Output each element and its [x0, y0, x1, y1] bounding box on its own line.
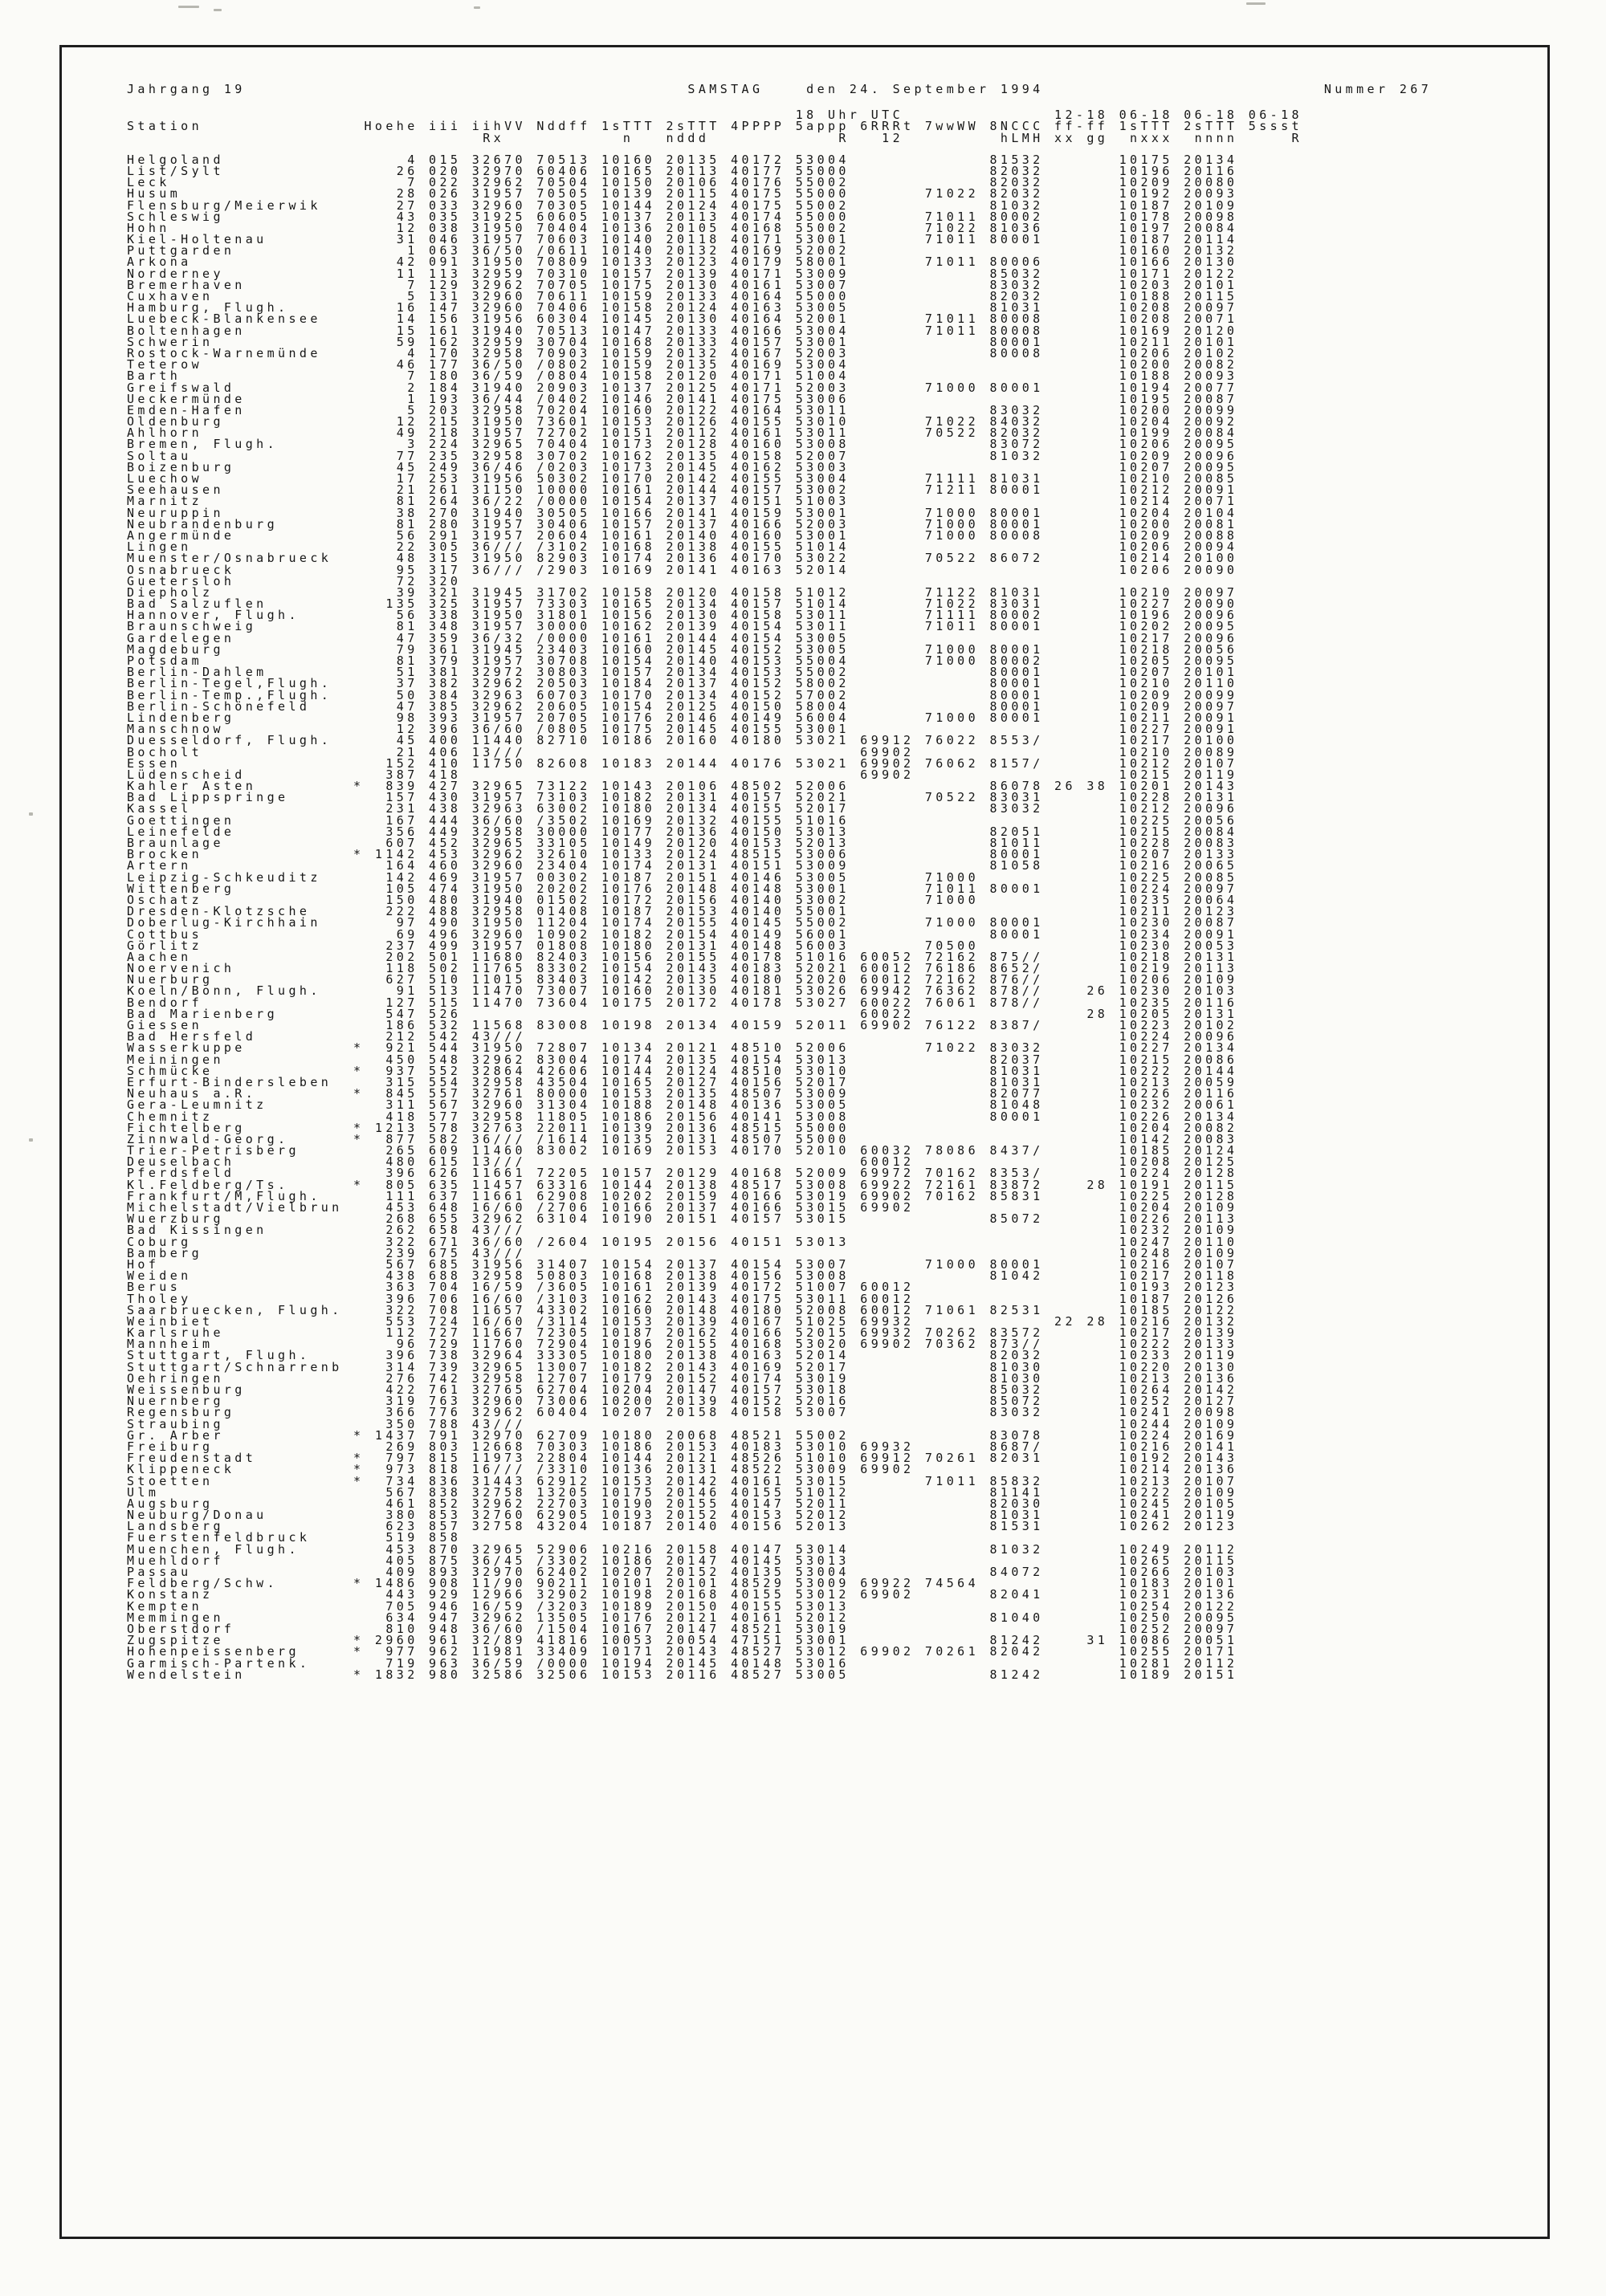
table-row: Bendorf 127 515 11470 73604 10175 20172 40178 53027 60022 76061 878// 10235 20116: [127, 995, 1238, 1010]
table-row: Kiel-Holtenau 31 046 31957 70603 10140 20118 40171 53001 71011 80001 10187 20114: [127, 232, 1238, 247]
table-row: Koeln/Bonn, Flugh. 91 513 11470 73007 10160 20130 40181 53026 69942 76362 878// 26 10230 20103: [127, 983, 1238, 999]
table-row: Bad Marienberg 547 526 60022 28 10205 20131: [127, 1006, 1238, 1021]
table-row: Leck 7 022 32962 70504 10150 20106 40176 55002 82032 10209 20080: [127, 175, 1238, 190]
table-row: Boltenhagen 15 161 31940 70513 10147 20133 40166 53004 71011 80008 10169 20120: [127, 323, 1238, 338]
table-row: Meiningen 450 548 32962 83004 10174 20135 40154 53013 82037 10215 20086: [127, 1052, 1238, 1067]
column-header-sub-line: Rx n nddd R 12 hLMH xx gg nxxx nnnn R: [127, 130, 1302, 145]
table-row: Saarbruecken, Flugh. 322 708 11657 43302 10160 20148 40180 52008 60012 71061 82531 10185 20122: [127, 1302, 1238, 1317]
table-row: Hannover, Flugh. 56 338 31950 31801 10156 20130 40158 53011 71111 80002 10196 20096: [127, 608, 1238, 623]
scan-artifact: [214, 9, 222, 11]
table-row: Teterow 46 177 36/50 /0802 10159 20135 40169 53004 10200 20082: [127, 357, 1238, 372]
table-row: Muehldorf 405 875 36/45 /3302 10186 20147 40145 53013 10265 20115: [127, 1553, 1238, 1568]
table-row: Berlin-Dahlem 51 381 32972 30803 10157 20134 40153 55002 80001 10207 20101: [127, 665, 1238, 680]
table-row: Trier-Petrisberg 265 609 11460 83002 10169 20153 40170 52010 60032 78086 8437/ 10185 20124: [127, 1143, 1238, 1158]
table-row: Hohenpeissenberg * 977 962 11981 33409 10171 20143 48527 53012 69902 70261 82042 10255 20171: [127, 1644, 1238, 1659]
table-row: Dresden-Klotzsche 222 488 32958 01408 10187 20153 40140 55001 10211 20123: [127, 904, 1238, 919]
masthead-line: Jahrgang 19 SAMSTAG den 24. September 1994 Nummer 267: [127, 82, 1433, 96]
table-row: Bamberg 239 675 43/// 10248 20109: [127, 1245, 1238, 1260]
page-content: [127, 83, 1432, 1680]
table-row: Weissenburg 422 761 32765 62704 10204 20147 40157 53018 85032 10264 20142: [127, 1382, 1238, 1397]
scan-artifact: [178, 6, 199, 8]
table-row: Nuernberg 319 763 32960 73006 10200 20139 40152 52016 85072 10252 20127: [127, 1394, 1238, 1409]
table-row: Berus 363 704 16/59 /3605 10161 20139 40172 51007 60012 10193 20123: [127, 1280, 1238, 1295]
table-row: Kassel 231 438 32963 63002 10180 20134 40155 52017 83032 10212 20096: [127, 801, 1238, 816]
table-row: Regensburg 366 776 32962 60404 10207 20158 40158 53007 83032 10241 20098: [127, 1405, 1238, 1420]
table-row: Luechow 17 253 31956 50302 10170 20142 40155 53004 71111 81031 10210 20085: [127, 471, 1238, 486]
table-row: Ueckermünde 1 193 36/44 /0402 10146 20141 40175 53006 10195 20087: [127, 391, 1238, 406]
table-row: Cottbus 69 496 32960 10902 10182 20154 40149 56001 80001 10234 20091: [127, 926, 1238, 942]
table-row: Karlsruhe 112 727 11667 72305 10187 20162 40166 52015 69932 70262 83572 10217 20139: [127, 1325, 1238, 1341]
table-row: Michelstadt/Vielbrun 453 648 16/60 /2706 10166 20137 40166 53015 69902 10204 20109: [127, 1200, 1238, 1215]
table-row: Cuxhaven 5 131 32960 70611 10159 20133 40164 55000 82032 10188 20115: [127, 289, 1238, 303]
table-row: Bad Salzuflen 135 325 31957 73303 10165 20134 40157 51014 71022 83031 10227 20090: [127, 596, 1238, 612]
table-row: Tholey 396 706 16/60 /3103 10162 20143 40175 53011 60012 10187 20126: [127, 1291, 1238, 1306]
table-row: Berlin-Schönefeld 47 385 32962 20605 10154 20125 40150 58004 80001 10209 20097: [127, 698, 1238, 714]
table-row: Noervenich 118 502 11765 83302 10154 20143 40183 52021 60012 76186 8652/ 10219 20113: [127, 961, 1238, 976]
table-row: Hof 567 685 31956 31407 10154 20137 40154 53007 71000 80001 10216 20107: [127, 1256, 1238, 1272]
table-row: Brocken * 1142 453 32962 32610 10133 20124 48515 53006 80001 10207 20133: [127, 847, 1238, 862]
table-row: Berlin-Temp.,Flugh. 50 384 32963 60703 10170 20134 40152 57002 80001 10209 20099: [127, 687, 1238, 702]
table-row: Konstanz 443 929 12966 32902 10198 20168 40155 53012 69902 82041 10231 20136: [127, 1587, 1238, 1602]
table-row: Giessen 186 532 11568 83008 10198 20134 40159 52011 69902 76122 8387/ 10223 20102: [127, 1018, 1238, 1032]
table-row: Husum 28 026 31957 70505 10139 20115 40175 55000 71022 82032 10192 20093: [127, 186, 1238, 202]
table-row: Barth 7 180 36/59 /0804 10158 20120 40171 51004 10188 20093: [127, 368, 1238, 384]
table-row: Bremerhaven 7 129 32962 70705 10175 20130 40161 53007 83032 10203 20101: [127, 277, 1238, 292]
table-row: Potsdam 81 379 31957 30708 10154 20140 40153 55004 71000 80002 10205 20095: [127, 653, 1238, 668]
table-row: Passau 409 893 32970 62402 10207 20152 40135 53004 84072 10266 20103: [127, 1565, 1238, 1579]
table-row: Magdeburg 79 361 31945 23403 10160 20145 40152 53005 71000 80001 10218 20056: [127, 641, 1238, 657]
table-row: Schmücke * 937 552 32864 42606 10144 20124 48510 53010 81031 10222 20144: [127, 1063, 1238, 1078]
table-row: Leipzig-Schkeuditz 142 469 31957 00302 10187 20151 40146 53005 71000 10225 20085: [127, 869, 1238, 885]
table-row: Goettingen 167 444 36/60 /3502 10169 20132 40155 51016 10225 20056: [127, 812, 1238, 828]
table-row: Flensburg/Meierwik 27 033 32960 70305 10144 20124 40175 55002 81032 10187 20109: [127, 197, 1238, 213]
table-row: Angermünde 56 291 31957 20604 10161 20140 40160 53001 71000 80008 10209 20088: [127, 527, 1238, 543]
table-row: Leinefelde 356 449 32958 30000 10177 20136 40150 53013 82051 10215 20084: [127, 824, 1238, 839]
table-row: Klippeneck * 973 818 16/// /3310 10136 20131 48522 53009 69902 10214 20136: [127, 1462, 1238, 1477]
table-row: Hamburg, Flugh. 16 147 32960 70406 10158 20124 40163 53005 81031 10208 20097: [127, 300, 1238, 315]
table-row: Chemnitz 418 577 32958 11805 10186 20156 40141 53008 80001 10226 20134: [127, 1109, 1238, 1124]
table-row: Hohn 12 038 31950 70404 10136 20105 40168 55002 71022 81036 10197 20084: [127, 220, 1238, 235]
table-row: Freiburg 269 803 12668 70303 10186 20153 40183 53010 69932 8687/ 10216 20141: [127, 1439, 1238, 1454]
table-row: Berlin-Tegel,Flugh. 37 382 32962 20503 10184 20137 40152 58002 80001 10210 20110: [127, 676, 1238, 691]
table-row: Gr. Arber * 1437 791 32970 62709 10180 20068 48521 55002 83078 10224 20169: [127, 1427, 1238, 1443]
table-row: Stoetten * 734 836 31443 62912 10153 20142 40161 53015 71011 85832 10213 20107: [127, 1473, 1238, 1488]
table-row: Seehausen 21 261 31150 10000 10161 20144 40157 53002 71211 80001 10212 20091: [127, 482, 1238, 498]
table-row: Manschnow 12 396 36/60 /0805 10175 20145 40155 53001 10227 20091: [127, 722, 1238, 737]
table-row: Artern 164 460 32960 23404 10174 20131 40151 53009 81058 10216 20065: [127, 858, 1238, 873]
table-row: Neuburg/Donau 380 853 32760 62905 10193 20152 40153 52012 81031 10241 20119: [127, 1508, 1238, 1523]
table-row: Norderney 11 113 32959 70310 10157 20139 40171 53009 85032 10171 20122: [127, 266, 1238, 281]
table-row: Kempten 705 946 16/59 /3203 10189 20150 40155 53013 10254 20122: [127, 1598, 1238, 1614]
table-row: Oschatz 150 480 31940 01502 10172 20156 40140 53002 71000 10235 20064: [127, 892, 1238, 907]
table-row: Wuerzburg 268 655 32962 63104 10190 20151 40157 53015 85072 10226 20113: [127, 1211, 1238, 1227]
table-row: Wendelstein * 1832 980 32586 32506 10153 20116 48527 53005 81242 10189 20151: [127, 1667, 1238, 1682]
table-row: Wittenberg 105 474 31950 20202 10176 20148 40148 53001 71011 80001 10224 20097: [127, 881, 1238, 896]
table-row: Neuruppin 38 270 31940 30505 10166 20141 40159 53001 71000 80001 10204 20104: [127, 505, 1238, 520]
table-row: Mannheim 96 729 11760 72904 10196 20155 40168 53020 69902 70362 873// 10222 20133: [127, 1337, 1238, 1352]
table-row: Ahlhorn 49 218 31957 72702 10151 20112 40161 53011 70522 82032 10199 20084: [127, 425, 1238, 441]
table-row: Stuttgart, Flugh. 396 738 32964 33305 10180 20138 40163 52014 82032 10233 20119: [127, 1348, 1238, 1363]
table-row: Augsburg 461 852 32962 22703 10190 20155 40147 52011 82030 10245 20105: [127, 1496, 1238, 1511]
table-row: Fuerstenfeldbruck 519 858: [127, 1530, 462, 1545]
table-row: Helgoland 4 015 32670 70513 10160 20135 40172 53004 81532 10175 20134: [127, 152, 1238, 167]
table-row: Bad Lippspringe 157 430 31957 73103 10182 20131 40157 52021 70522 83031 10228 20131: [127, 790, 1238, 805]
table-row: Oldenburg 12 215 31950 73601 10153 20126 40155 53010 71022 84032 10204 20092: [127, 414, 1238, 429]
table-row: Puttgarden 1 063 36/50 /0611 10140 20132 40169 52002 10160 20132: [127, 243, 1238, 259]
table-row: Feldberg/Schw. * 1486 908 11/90 90211 10101 20101 48529 53009 69922 74564 10183 20101: [127, 1576, 1238, 1591]
table-row: Memmingen 634 947 32962 13505 10176 20121 40161 52012 81040 10250 20095: [127, 1610, 1238, 1625]
table-row: Oehringen 276 742 32958 12707 10179 20152 40174 53019 81030 10213 20136: [127, 1370, 1238, 1386]
table-row: Garmisch-Partenk. 719 963 36/59 /0000 10194 20145 40148 53016 10281 20112: [127, 1655, 1238, 1671]
table-row: Kl.Feldberg/Ts. * 805 635 11457 63316 10144 20138 48517 53008 69922 72161 83872 28 10191 20115: [127, 1177, 1238, 1192]
table-row: Aachen 202 501 11680 82403 10156 20155 40178 51016 60052 72162 875// 10218 20131: [127, 949, 1238, 964]
table-row: Diepholz 39 321 31945 31702 10158 20120 40158 51012 71122 81031 10210 20097: [127, 584, 1238, 600]
table-row: Muenster/Osnabrueck 48 315 31950 82903 10174 20136 40170 53022 70522 86072 10214 20100: [127, 551, 1238, 566]
table-row: Wasserkuppe * 921 544 31950 72807 10134 20121 48510 52006 71022 83032 10227 20134: [127, 1040, 1238, 1056]
table-row: Zinnwald-Georg. * 877 582 36/// /1614 10135 20131 48507 55000 10142 20083: [127, 1131, 1238, 1146]
table-row: Soltau 77 235 32958 30702 10162 20135 40158 52007 81032 10209 20096: [127, 448, 1238, 463]
scan-artifact: [474, 6, 480, 9]
table-row: Guetersloh 72 320: [127, 573, 462, 588]
table-row: Lindenberg 98 393 31957 20705 10176 20146 40149 56004 71000 80001 10211 20091: [127, 710, 1238, 725]
table-row: Lüdenscheid 387 418 69902 10215 20119: [127, 767, 1238, 782]
table-row: Schwerin 59 162 32959 30704 10168 20133 40157 53001 80001 10211 20101: [127, 334, 1238, 349]
station-table: [127, 154, 1432, 1680]
table-row: Freudenstadt * 797 815 11973 22804 10144 20121 48526 51010 69912 70261 82031 10192 20143: [127, 1451, 1238, 1466]
table-row: Deuselbach 480 615 13/// 60012 10208 20125: [127, 1154, 1238, 1170]
table-row: Ulm 567 838 32758 13205 10175 20146 40155 51012 81141 10222 20109: [127, 1484, 1238, 1500]
table-row: Boizenburg 45 249 36/46 /0203 10173 20145 40162 53003 10207 20095: [127, 459, 1238, 474]
table-row: Frankfurt/M,Flugh. 111 637 11661 62908 10202 20159 40166 53019 69902 70162 85831 10225 20128: [127, 1188, 1238, 1203]
table-row: Weiden 438 688 32958 50803 10168 20138 40156 53008 81042 10217 20118: [127, 1268, 1238, 1284]
table-row: Görlitz 237 499 31957 01808 10180 20131 40148 56003 70500 10230 20053: [127, 938, 1238, 953]
table-row: Coburg 322 671 36/60 /2604 10195 20156 40151 53013 10247 20110: [127, 1234, 1238, 1249]
scan-artifact: [29, 1138, 33, 1142]
table-row: Bocholt 21 406 13/// 69902 10210 20089: [127, 744, 1238, 759]
table-row: Gardelegen 47 359 36/32 /0000 10161 20144 40154 53005 10217 20096: [127, 630, 1238, 645]
table-row: Braunschweig 81 348 31957 30000 10162 20139 40154 53011 71011 80001 10202 20095: [127, 619, 1238, 634]
table-row: Gera-Leumnitz 311 567 32960 31304 10188 20148 40136 53005 81048 10232 20061: [127, 1097, 1238, 1113]
table-row: Zugspitze * 2960 961 32/89 41816 10053 20054 47151 53001 81242 31 10086 20051: [127, 1633, 1238, 1648]
table-row: Nuerburg 627 510 11015 83403 10142 20135 40180 52020 60012 72162 876// 10206 20109: [127, 972, 1238, 987]
scan-artifact: [1246, 2, 1266, 5]
table-row: Schleswig 43 035 31925 60605 10137 20113 40174 55000 71011 80002 10178 20098: [127, 209, 1238, 224]
table-row: Arkona 42 091 31950 70809 10133 20123 40179 58001 71011 80006 10166 20130: [127, 254, 1238, 270]
table-row: Luebeck-Blankensee 14 156 31956 60304 10145 20130 40164 52001 71011 80008 10208 20071: [127, 311, 1238, 327]
table-row: Straubing 350 788 43/// 10244 20109: [127, 1416, 1238, 1431]
column-header-main-line: Station Hoehe iii iihVV Nddff 1sTTT 2sTTT 4PPPP 5appp 6RRRt 7wwWW 8NCCC ff-ff 1sTTT 2sTTT 5ssst: [127, 119, 1302, 134]
table-row: Landsberg 623 857 32758 43204 10187 20140 40156 52013 81531 10262 20123: [127, 1519, 1238, 1534]
table-row: Erfurt-Bindersleben 315 554 32958 43504 10165 20127 40156 52017 81031 10213 20059: [127, 1074, 1238, 1089]
table-row: Marnitz 81 264 36/22 /0000 10154 20137 40151 51003 10214 20071: [127, 494, 1238, 509]
table-row: Rostock-Warnemünde 4 170 32958 70903 10159 20132 40167 52003 80008 10206 20102: [127, 345, 1238, 360]
table-row: Essen 152 410 11750 82608 10183 20144 40176 53021 69902 76062 8157/ 10212 20107: [127, 755, 1238, 771]
table-row: Neubrandenburg 81 280 31957 30406 10157 20137 40166 52003 71000 80001 10200 20081: [127, 516, 1238, 531]
table-row: Braunlage 607 452 32965 33105 10149 20120 40153 52013 81011 10228 20083: [127, 836, 1238, 850]
table-row: List/Sylt 26 020 32970 60406 10165 20113 40177 55000 82032 10196 20116: [127, 163, 1238, 178]
table-row: Bad Hersfeld 212 542 43/// 10224 20096: [127, 1029, 1238, 1044]
table-row: Greifswald 2 184 31940 20903 10137 20125 40171 52003 71000 80001 10194 20077: [127, 380, 1238, 395]
table-row: Emden-Hafen 5 203 32958 70204 10160 20122 40164 53011 83032 10200 20099: [127, 402, 1238, 417]
table-row: Lingen 22 305 36/// /3102 10168 20138 40155 51014 10206 20094: [127, 539, 1238, 555]
table-row: Stuttgart/Schnarrenb 314 739 32965 13007 10182 20143 40169 52017 81030 10220 20130: [127, 1359, 1238, 1374]
table-row: Duesseldorf, Flugh. 45 400 11440 82710 10186 20160 40180 53021 69912 76022 8553/ 10217 20100: [127, 733, 1238, 748]
table-row: Bad Kissingen 262 658 43/// 10232 20109: [127, 1223, 1238, 1238]
column-header-utc-line: 18 Uhr UTC 12-18 06-18 06-18 06-18: [127, 108, 1302, 123]
table-row: Weinbiet 553 724 16/60 /3114 10153 20139 40167 51025 69932 22 28 10216 20132: [127, 1313, 1238, 1329]
table-row: Fichtelberg * 1213 578 32763 22011 10139 20136 48515 55000 10204 20082: [127, 1120, 1238, 1135]
table-row: Pferdsfeld 396 626 11661 72205 10157 20129 40168 52009 69972 70162 8353/ 10224 20128: [127, 1166, 1238, 1181]
table-row: Bremen, Flugh. 3 224 32965 70404 10173 20128 40160 53008 83072 10206 20095: [127, 437, 1238, 452]
table-row: Muenchen, Flugh. 453 870 32965 52906 10216 20158 40147 53014 81032 10249 20112: [127, 1541, 1238, 1557]
scan-artifact: [29, 812, 33, 816]
table-row: Doberlug-Kirchhain 97 490 31950 11204 10174 20155 40145 55002 71000 80001 10230 20087: [127, 915, 1238, 930]
table-row: Kahler Asten * 839 427 32965 73122 10143 20106 48502 52006 86078 26 38 10201 20143: [127, 779, 1238, 794]
table-row: Oberstdorf 810 948 36/60 /1504 10167 20147 48521 53019 10252 20097: [127, 1621, 1238, 1636]
table-row: Osnabrueck 95 317 36/// /2903 10169 20141 40163 52014 10206 20090: [127, 562, 1238, 577]
table-row: Neuhaus a.R. * 845 557 32761 80000 10153 20135 48507 53009 82077 10226 20116: [127, 1086, 1238, 1101]
